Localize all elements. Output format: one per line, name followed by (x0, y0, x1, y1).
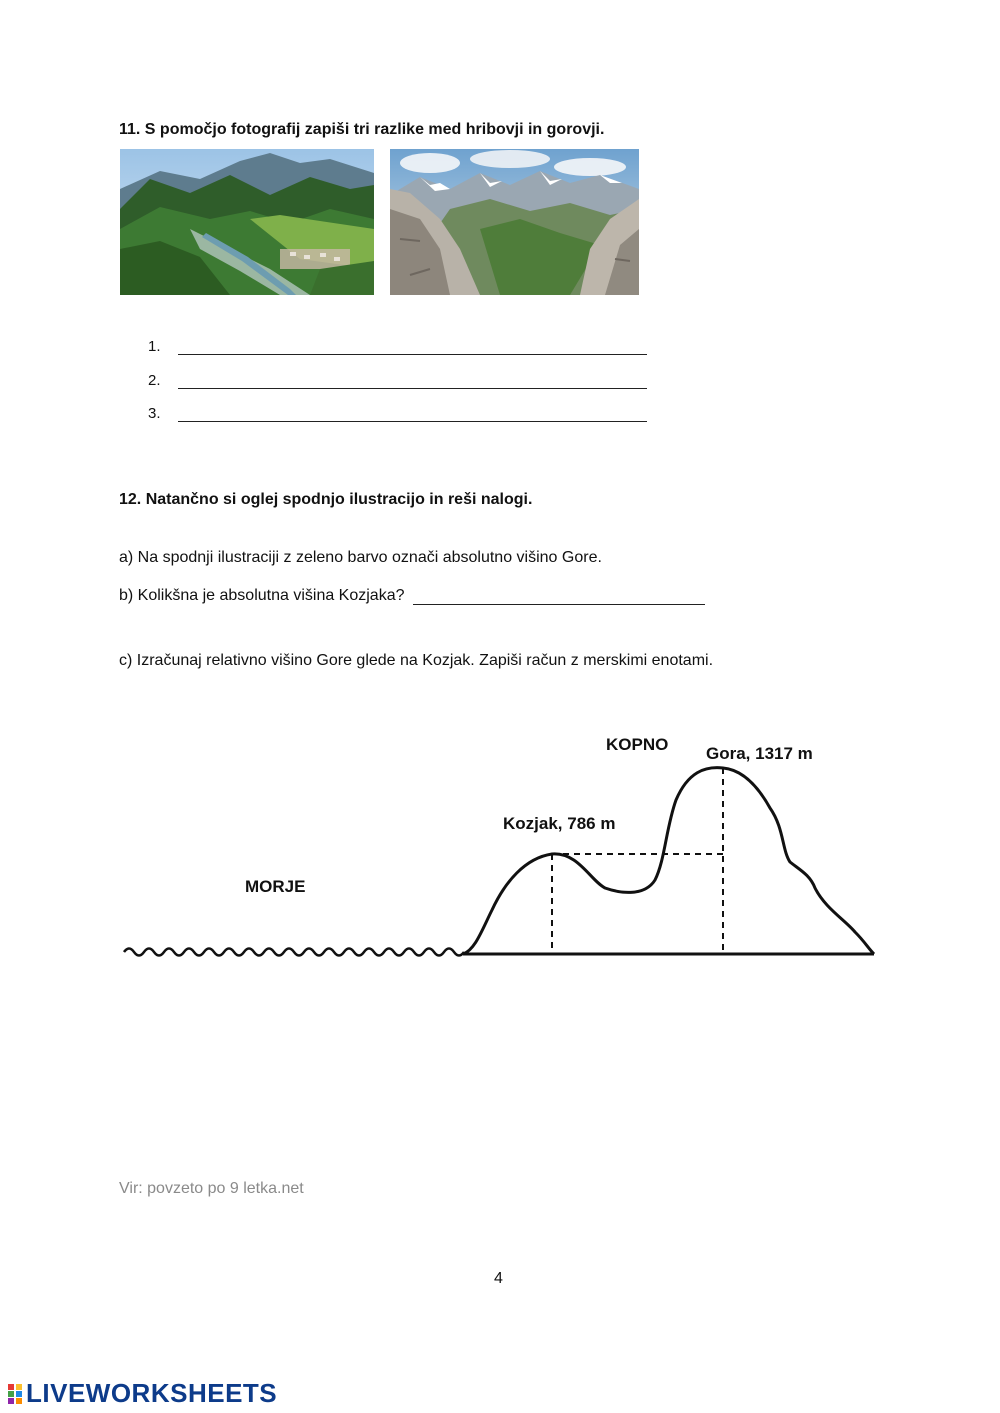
elevation-illustration (0, 720, 1000, 980)
kozjak-label: Kozjak, 786 m (503, 814, 616, 833)
gora-label: Gora, 1317 m (706, 744, 813, 763)
task-a: a) Na spodnji ilustraciji z zeleno barvo označi absolutno višino Gore. (119, 549, 602, 566)
task-b (119, 587, 705, 605)
task-b-text: b) Kolikšna je absolutna višina Kozjaka? (119, 587, 405, 604)
page-number: 4 (494, 1270, 503, 1287)
answer-blank[interactable] (178, 374, 647, 389)
question-11-title: 11. S pomočjo fotografij zapiši tri razlike med hribovji in gorovji. (119, 121, 605, 138)
terrain-profile (463, 768, 874, 954)
answer-line-2[interactable] (148, 372, 647, 389)
answer-blank[interactable] (178, 407, 647, 422)
hills-photo-image (120, 149, 374, 295)
answer-line-number: 1. (148, 338, 161, 355)
mountains-photo (390, 149, 639, 295)
hills-photo (120, 149, 374, 295)
sea-waves (124, 949, 464, 956)
task-b-answer-blank[interactable] (413, 590, 705, 605)
source-note: Vir: povzeto po 9 letka.net (119, 1180, 304, 1197)
answer-line-number: 3. (148, 405, 161, 422)
answer-line-3[interactable] (148, 405, 647, 422)
sea-label: MORJE (245, 877, 306, 896)
question-12-title: 12. Natančno si oglej spodnjo ilustracijo in reši nalogi. (119, 491, 533, 508)
liveworksheets-logo[interactable] (8, 1378, 277, 1409)
logo-text: LIVEWORKSHEETS (26, 1378, 278, 1408)
answer-line-number: 2. (148, 372, 161, 389)
logo-mark-icon (8, 1380, 22, 1400)
answer-line-1[interactable] (148, 338, 647, 355)
land-label: KOPNO (606, 735, 669, 754)
task-c: c) Izračunaj relativno višino Gore glede na Kozjak. Zapiši račun z merskimi enotami. (119, 652, 714, 669)
answer-blank[interactable] (178, 340, 647, 355)
mountains-photo-image (390, 149, 639, 295)
